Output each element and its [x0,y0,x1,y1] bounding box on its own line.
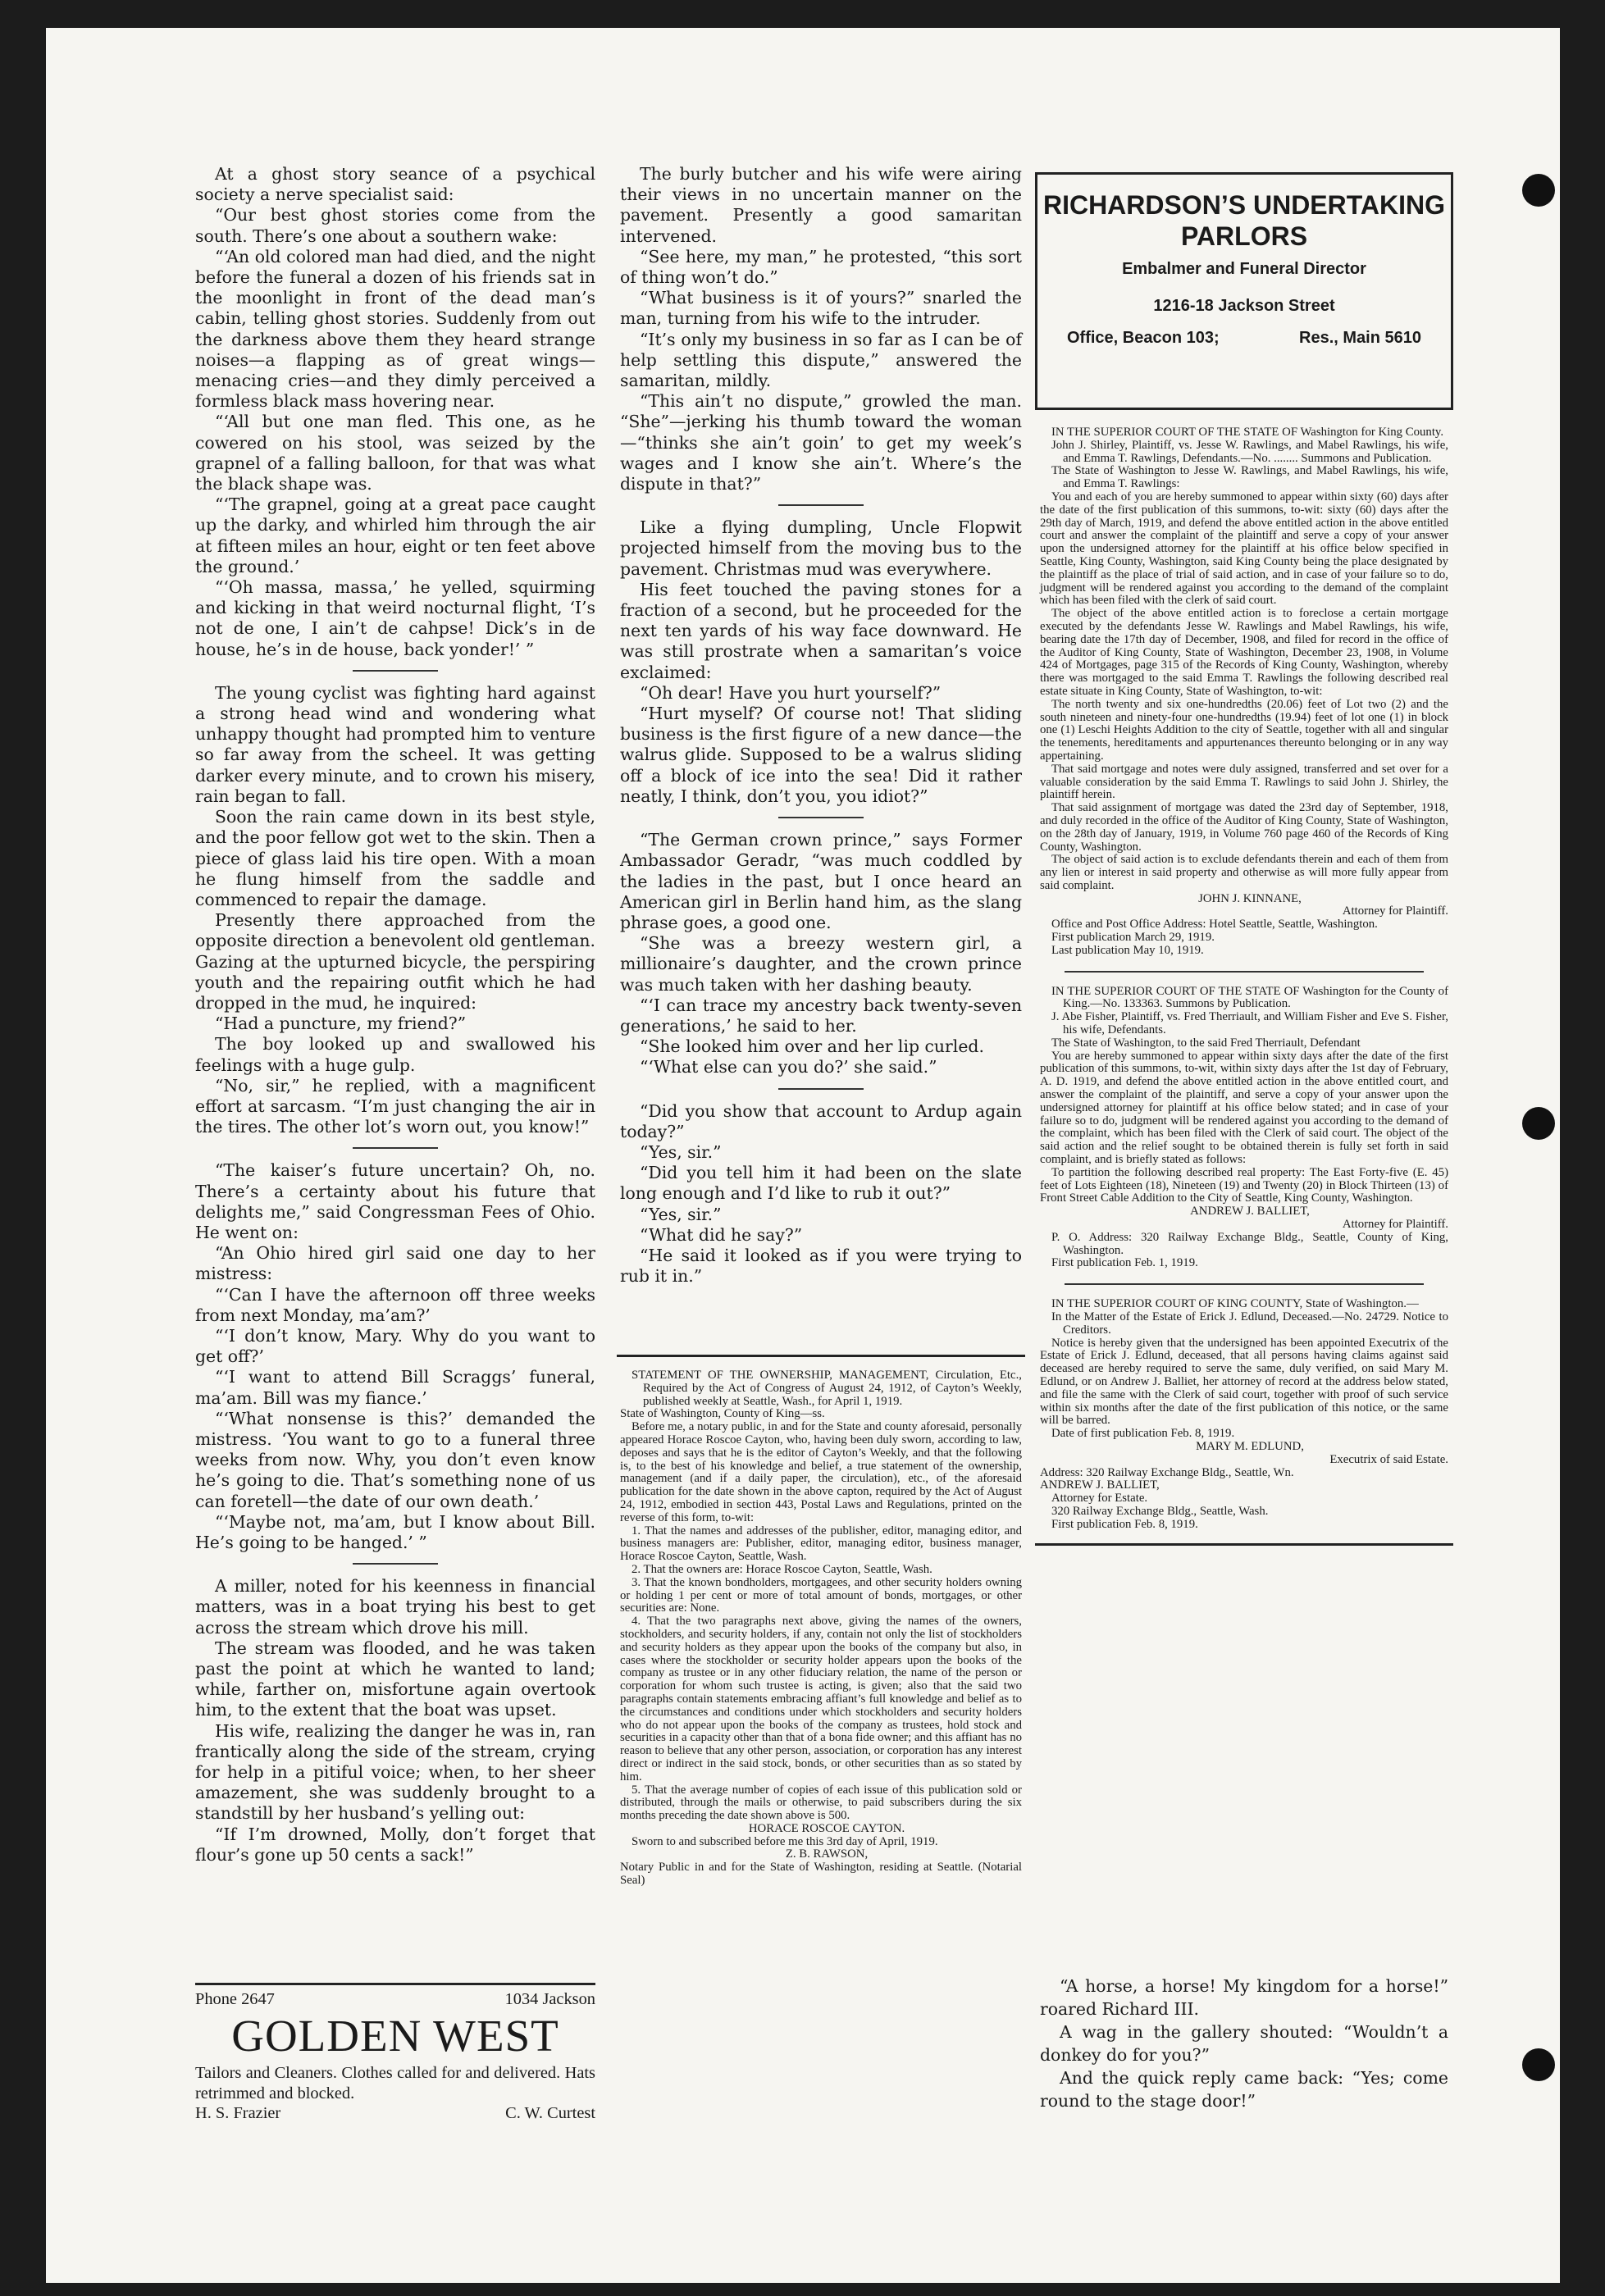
attorney-role: Attorney for Estate. [1051,1492,1148,1506]
paragraph: A miller, noted for his keenness in financial matters, was in a boat trying his best to get across the stream which drove his mill. [195,1576,595,1638]
ad-top-rule [195,1983,595,1985]
divider [353,670,438,672]
miller-story [195,1576,595,1866]
divider [778,817,864,818]
paragraph: “Our best ghost stories come from the south. There’s one about a southern wake: [195,205,595,246]
paragraph: “The German crown prince,” says Former Ambassador Geradr, “was much coddled by the ladies in the past, but I once heard an American girl in Berlin hand him, as the slang phrase goes, a good one. [620,830,1022,932]
paragraph: That said mortgage and notes were duly assigned, transferred and set over for a valuable consideration by the said Emma T. Rawlings to said John J. Shirley, the plaintiff herein. [1040,762,1448,802]
golden-west-ad [195,1983,595,2123]
attorney-name: JOHN J. KINNANE, [1198,891,1302,905]
paragraph: “She looked him over and her lip curled. [640,1036,984,1057]
paragraph: To partition the following described real property: The East Forty-five (E. 45) feet of Lots Eighteen (18), Nineteen (19) and Twenty (20) in Block Thirteen (13) of Front Street Cable Addition to the City of Seattle, King County, Washington. [1040,1165,1448,1205]
paragraph: And the quick reply came back: “Yes; come round to the stage door!” [1040,2068,1448,2111]
paragraph: John J. Shirley, Plaintiff, vs. Jesse W. Rawlings, and Mabel Rawlings, his wife, and Emma T. Rawlings, Defendants.—No. ........ Summons and Publication. [1051,438,1448,465]
section-rule [1035,1543,1453,1546]
ad-proprietor: C. W. Curtest [505,2104,595,2122]
paragraph: “If I’m drowned, Molly, don’t forget that flour’s gone up 50 cents a sack!” [195,1824,595,1865]
attorney-role: Attorney for Plaintiff. [1342,904,1448,918]
ad-proprietor: H. S. Frazier [195,2104,281,2122]
paragraph: “Hurt myself? Of course not! That sliding business is the first figure of a new dance—the walrus glide. Supposed to be a walrus sliding off a block of ice into the sea! Did it rather neatly, I think, don’t you, you idiot?” [620,704,1022,806]
ad-address: 1034 Jackson [504,1990,595,2008]
punch-hole [1522,2048,1555,2081]
ad-subtitle: Embalmer and Funeral Director [1122,260,1366,278]
punch-hole [1522,1107,1555,1140]
kaiser-story [195,1160,595,1553]
legal-notice [1040,1298,1448,1531]
sworn-line: Sworn to and subscribed before me this 3rd day of April, 1919. [632,1834,938,1848]
paragraph: “Did you tell him it had been on the slate long enough and I’d like to rub it out?” [620,1163,1022,1204]
signer-name: HORACE ROSCOE CAYTON. [748,1821,905,1835]
paragraph: 3. That the known bondholders, mortgagees, and other security holders owning or holding 1 per cent or more of total amount of bonds, mortgages, or other securities are: None. [620,1575,1022,1615]
paragraph: “Did you show that account to Ardup again today?” [620,1100,1022,1141]
notary-description: Notary Public in and for the State of Washington, residing at Seattle. (Notarial Seal) [620,1861,1022,1888]
paragraph: “‘I don’t know, Mary. Why do you want to get off?’ [195,1325,595,1367]
legal-notice [1040,426,1448,958]
paragraph: “It’s only my business in so far as I can be of help settling this dispute,” answered the samaritan, mildly. [620,329,1022,391]
paragraph: “‘An old colored man had died, and the night before the funeral a dozen of his friends sat in the moonlight in front of the dead man’s cabin, telling ghost stories. Suddenly from out the darkness above them they heard strange noises—a flapping as of great wings—menacing cries—and they dimly perceived a formless black mass hovering near. [195,246,595,412]
paragraph: The young cyclist was fighting hard against a strong head wind and wondering what unhappy thought had prompted him to venture so far away from the scheel. It was getting darker every minute, and to crown his misery, rain began to fall. [195,682,595,806]
paragraph: Before me, a notary public, in and for the State and county aforesaid, personally appeared Horace Roscoe Cayton, who, having been duly sworn, according to law, deposes and says that he is the editor of Cayton’s Weekly, and that the following is, to the best of his knowledge and belief, a true statement of the ownership, management (and if a daily paper, the circulation), etc., of the aforesaid publication for the date shown in the above capton, required by the Act of August 24, 1912, embodied in section 443, Postal Laws and Regulations, printed on the reverse of this form, to-wit: [620,1420,1022,1524]
legal-notice [1040,986,1448,1271]
ad-office-phone: Office, Beacon 103; [1067,329,1220,347]
executrix-address: Address: 320 Railway Exchange Bldg., Seattle, Wn. [1040,1465,1294,1479]
horse-joke [1040,1975,1448,2112]
paragraph: The stream was flooded, and he was taken past the point at which he wanted to land; while, farther on, misfortune again overtook him, to the extent that the boat was upset. [195,1638,595,1720]
attorney-address: 320 Railway Exchange Bldg., Seattle, Wash. [1051,1504,1269,1518]
paragraph: “See here, my man,” he protested, “this sort of thing won’t do.” [620,246,1022,288]
attorney-address: P. O. Address: 320 Railway Exchange Bldg., Seattle, County of King, Washington. [1051,1230,1448,1257]
executrix-role: Executrix of said Estate. [1329,1452,1448,1466]
paragraph: The State of Washington, to the said Fred Therriault, Defendant [1051,1036,1361,1050]
divider [353,1563,438,1565]
notice-heading: IN THE SUPERIOR COURT OF KING COUNTY, State of Washington.— [1051,1297,1419,1311]
divider [778,1088,864,1090]
paragraph: “‘I can trace my ancestry back twenty-seven generations,’ he said to her. [620,995,1022,1036]
paragraph: “What did he say?” [640,1224,803,1245]
paragraph: “Oh dear! Have you hurt yourself?” [640,682,942,703]
paragraph: A wag in the gallery shouted: “Wouldn’t a donkey do for you?” [1040,2022,1448,2065]
column-2 [620,164,1022,1287]
paragraph: You and each of you are hereby summoned to appear within sixty (60) days after the date of the first publication of this summons, to-wit: sixty (60) days after the 29th day of March, 1919, and defend the above entitled action in the above entitled court and answer the complaint of the plaintiff and serve a copy of your answer upon the undersigned attorney for the plaintiff at his office below specified in Seattle, King County, Washington, said King County being the place designated by the plaintiff as the place of trial of said action, and in case of your failure so to do, judgment will be rendered against you according to the demand of the complaint which has been filed with the clerk of said court. [1040,490,1448,608]
paragraph: Presently there approached from the opposite direction a benevolent old gentleman. Gazing at the upturned bicycle, the perspiring youth and the repairing outfit which he had dropped in the mud, he inquired: [195,910,595,1013]
ardup-story [620,1101,1022,1287]
paragraph: “‘Can I have the afternoon off three weeks from next Monday, ma’am?’ [195,1284,595,1325]
paragraph: “‘All but one man fled. This one, as he cowered on his stool, was seized by the grapnel of a falling balloon, for that was what the black shape was. [195,412,595,494]
paragraph: Date of first publication Feb. 8, 1919. [1051,1427,1235,1441]
paragraph: “A horse, a horse! My kingdom for a horse!” roared Richard III. [1040,1976,1448,2019]
paragraph: The object of said action is to exclude defendants therein and each of them from any lien or interest in said property and otherwise as will more fully appear from said complaint. [1040,853,1448,892]
paragraph: J. Abe Fisher, Plaintiff, vs. Fred Therriault, and William Fisher and Eve S. Fisher, his wife, Defendants. [1051,1010,1448,1037]
paragraph: The object of the above entitled action is to foreclose a certain mortgage executed by the defendants Jesse W. Rawlings and Mabel Rawlings, his wife, bearing date the 17th day of December, 1908, and filed for record in the office of the Auditor of King County, State of Washington, December 23, 1908, in Volume 424 of Mortgages, page 315 of the Records of King County, Washington, whereby there was mortgaged to the said Emma T. Rawlings the following described real estate situate in King County, State of Washington, to-wit: [1040,607,1448,698]
paragraph: “‘What nonsense is this?’ demanded the mistress. ‘You want to go to a funeral three weeks from now. Why, you don’t even know he’s going to die. That’s something none of us can foretell—the date of our own death.’ [195,1408,595,1511]
divider [353,1147,438,1149]
paragraph: “This ain’t no dispute,” growled the man. “She”—jerking his thumb toward the woman—“thinks she ain’t goin’ to get my week’s wages and I know she ain’t. Where’s the dispute in that?” [620,391,1022,494]
ad-street: 1216-18 Jackson Street [1153,297,1335,315]
paragraph: The north twenty and six one-hundredths (20.06) feet of Lot two (2) and the south nineteen and ninety-four one-hundredths (19.94) feet of lot one (1) in block one (1) Leschi Heights Addition to the city of Seattle, together with all and singular the tenements, hereditaments and appurtenances thereunto belonging or in any way appertaining. [1040,697,1448,763]
paragraph: 2. That the owners are: Horace Roscoe Cayton, Seattle, Wash. [632,1562,932,1576]
statement-heading: STATEMENT OF THE OWNERSHIP, MANAGEMENT, Circulation, Etc., Required by the Act of Congress of August 24, 1912, of Cayton’s Weekly, published weekly at Seattle, Wash., for April 1, 1919. [632,1369,1022,1408]
column-1 [195,164,595,1866]
paragraph: The boy looked up and swallowed his feelings with a huge gulp. [195,1034,595,1075]
notice-heading: IN THE SUPERIOR COURT OF THE STATE OF Washington for the County of King.—No. 133363. Summons by Publication. [1051,984,1448,1011]
first-publication: First publication Feb. 8, 1919. [1051,1517,1198,1531]
section-rule [617,1355,1025,1357]
ad-body: Tailors and Cleaners. Clothes called for and delivered. Hats retrimmed and blocked. [195,2064,595,2102]
ad-phone: Phone 2647 [195,1990,275,2008]
paragraph: That said assignment of mortgage was dated the 23rd day of September, 1918, and duly recorded in the office of the Auditor of King County, State of Washington, on the 28th day of January, 1919, in Volume 760 page 460 of the Records of King County, Washington. [1040,801,1448,854]
paragraph: You are hereby summoned to appear within sixty days after the date of the first publication of this summons, to-wit, within sixty days after the 1st day of February, A. D. 1919, and defend the above entitled action in the above entitled court, and answer the complaint of the plaintiff, and serve a copy of your answer upon the undersigned attorney for plaintiff at his office below stated; and in case of your failure so to do, judgment will be rendered against you according to the demand of the complaint, which has been filed with the Clerk of said court. The object of the said action and the relief sought to be obtained therein is fully set forth in said complaint, and is briefly stated as follows: [1040,1049,1448,1167]
paragraph: “She was a breezy western girl, a millionaire’s daughter, and the crown prince was much taken with her dashing beauty. [620,933,1022,995]
paragraph: 1. That the names and addresses of the publisher, editor, managing editor, and business managers are: Publisher, editor, managing editor, business manager, Horace Roscoe Cayton, Seattle, Wash. [620,1524,1022,1564]
paragraph: Like a flying dumpling, Uncle Flopwit projected himself from the moving bus to the pavement. Christmas mud was everywhere. [620,517,1022,579]
paragraph: “Had a puncture, my friend?” [215,1014,467,1034]
crown-prince-story [620,830,1022,1077]
paragraph: “Yes, sir.” [640,1141,722,1162]
cyclist-story [195,683,595,1137]
paragraph: “The kaiser’s future uncertain? Oh, no. There’s a certainty about his future that delights me,” said Congressman Fees of Ohio. He went on: [195,1160,595,1242]
divider [1065,971,1424,973]
ad-proprietors-row [195,2104,595,2123]
paragraph: Notice is hereby given that the undersigned has been appointed Executrix of the Estate of Erick J. Edlund, deceased, that all persons having claims against said deceased are hereby required to serve the same, duly verified, on said Mary M. Edlund, or on Andrew J. Balliet, her attorney of record at the address below stated, and file the same with the Clerk of said court, together with proof of such service within six months after the date of the first publication of this notice, or the same will be barred. [1040,1336,1448,1428]
attorney-role: Attorney for Plaintiff. [1342,1218,1448,1232]
column-3 [1040,426,1448,1546]
statement-venue: State of Washington, County of King—ss. [620,1407,825,1421]
last-publication: Last publication May 10, 1919. [1051,943,1204,957]
divider [1065,1283,1424,1285]
paragraph: The burly butcher and his wife were airing their views in no uncertain manner on the pavement. Presently a good samaritan intervened. [620,164,1022,246]
ghost-story [195,164,595,660]
attorney-name: ANDREW J. BALLIET, [1190,1205,1310,1219]
paragraph: “What business is it of yours?” snarled the man, turning from his wife to the intruder. [620,288,1022,329]
attorney-address: Office and Post Office Address: Hotel Seattle, Seattle, Washington. [1051,918,1378,932]
flopwit-story [620,517,1022,807]
paragraph: “‘Maybe not, ma’am, but I know about Bill. He’s going to be hanged.’ ” [195,1511,595,1552]
paragraph: “‘Oh massa, massa,’ he yelled, squirming and kicking in that weird nocturnal flight, ‘I’s not de one, I ain’t de cahpse! Dick’s in de house, he’s in de house, back yonder!’ ” [195,577,595,659]
paragraph: The State of Washington to Jesse W. Rawlings, and Mabel Rawlings, his wife, and Emma T. Rawlings: [1051,464,1448,491]
attorney-name: ANDREW J. BALLIET, [1040,1478,1160,1492]
ad-residence-phone: Res., Main 5610 [1299,329,1421,347]
paragraph: “No, sir,” he replied, with a magnificent effort at sarcasm. “I’m just changing the air in the tires. The other lot’s worn out, you know!” [195,1075,595,1137]
paragraph: “‘I want to attend Bill Scraggs’ funeral, ma’am. Bill was my fiance.’ [195,1367,595,1408]
paragraph: “‘The grapnel, going at a great pace caught up the darky, and whirled him through the air at fifteen miles an hour, eight or ten feet above the ground.’ [195,494,595,576]
ad-title: RICHARDSON’S UNDERTAKING PARLORS [1042,190,1446,251]
paragraph: His feet touched the paving stones for a fraction of a second, but he proceeded for the next ten yards of his way face downward. He was still prostrate when a samaritan’s voice exclaimed: [620,579,1022,682]
paragraph: In the Matter of the Estate of Erick J. Edlund, Deceased.—No. 24729. Notice to Creditors. [1051,1310,1448,1337]
paragraph: 5. That the average number of copies of each issue of this publication sold or distributed, through the mails or otherwise, to paid subscribers during the six months preceding the date shown above is 500. [620,1783,1022,1823]
paragraph: “‘What else can you do?’ she said.” [640,1057,937,1077]
divider [778,504,864,506]
first-publication: First publication March 29, 1919. [1051,931,1215,945]
richardson-ad [1035,172,1453,410]
notary-name: Z. B. RAWSON, [785,1847,869,1861]
paragraph: His wife, realizing the danger he was in, ran frantically along the side of the stream, crying for help in a pitiful voice; when, to her sheer amazement, she was suddenly brought to a standstill by her husband’s yelling out: [195,1720,595,1824]
paragraph: Soon the rain came down in its best style, and the poor fellow got wet to the skin. Then a piece of glass laid his tire open. With a moan he flung himself from the saddle and commenced to repair the damage. [195,807,595,909]
executrix-name: MARY M. EDLUND, [1196,1439,1304,1453]
ad-contact-row [195,1990,595,2009]
paragraph: “He said it looked as if you were trying to rub it in.” [620,1245,1022,1287]
paragraph: 4. That the two paragraphs next above, giving the names of the owners, stockholders, and security holders, if any, contain not only the list of stockholders and security holders as they appear upon the books of the company but also, in cases where the stockholder or security holder appears upon the books of the company as trustee or in any other fiduciary relation, the name of the person or corporation for whom such trustee is acting, is given; also that the said two paragraphs contain statements embracing affiant’s full knowledge and belief as to the circumstances and conditions under which stockholders and security holders who do not appear upon the books of the company as trustees, hold stock and securities in a capacity other than that of a bona fide owner; and this affiant has no reason to believe that any other person, association, or corporation has any interest direct or indirect in the said stock, bonds, or other securities than as so stated by him. [620,1615,1022,1784]
ad-business-name: GOLDEN WEST [231,2011,559,2061]
paragraph: “Yes, sir.” [640,1204,722,1224]
paragraph: At a ghost story seance of a psychical society a nerve specialist said: [195,164,595,205]
punch-hole [1522,174,1555,207]
ad-phones [1037,329,1451,348]
ownership-statement [620,1369,1022,1888]
butcher-story [620,164,1022,494]
paragraph: “An Ohio hired girl said one day to her mistress: [195,1243,595,1284]
notice-heading: IN THE SUPERIOR COURT OF THE STATE OF Washington for King County. [1051,426,1444,439]
first-publication: First publication Feb. 1, 1919. [1051,1256,1198,1270]
